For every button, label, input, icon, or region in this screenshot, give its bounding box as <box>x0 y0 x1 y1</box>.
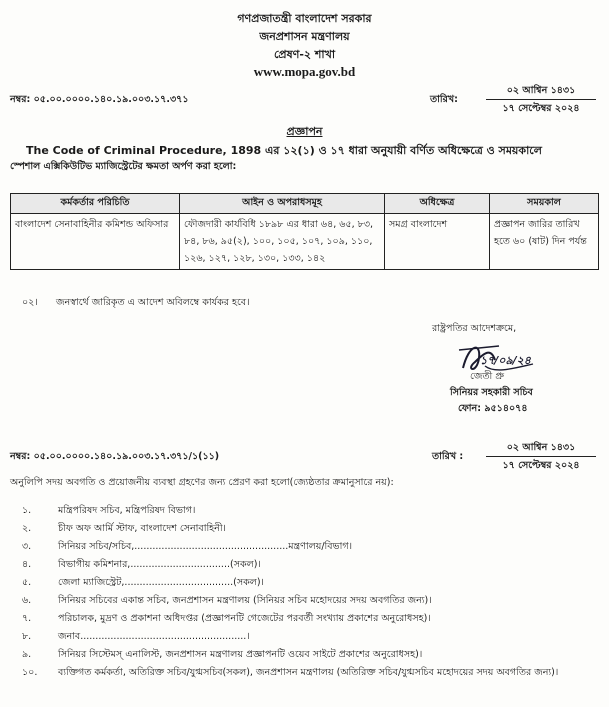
cell-officer: বাংলাদেশ সেনাবাহিনীর কমিশন্ড অফিসার <box>11 214 180 270</box>
date-bangla: ০২ আশ্বিন ১৪৩১ <box>506 85 576 96</box>
header-section: প্রেষণ-২ শাখা <box>273 48 336 61</box>
date-divider <box>486 99 596 100</box>
list-item-number: ২. <box>22 523 32 534</box>
clause-number: ০২। <box>22 297 38 308</box>
header-website: www.mopa.gov.bd <box>253 64 356 79</box>
signer-name: জেতী প্রু <box>470 371 505 382</box>
notification-title: প্রজ্ঞাপন <box>286 125 323 138</box>
copy-intro: অনুলিপি সদয় অবগতি ও প্রয়োজনীয় ব্যবস্থা গ্রহণের জন্য প্রেরণ করা হলো(জ্যেষ্ঠতার ক্রমানুসারে নয়): <box>10 477 394 488</box>
list-item-text: সিনিয়র সিস্টেমস্ এনালিস্ট, জনপ্রশাসন মন্ত্রণালয় প্রজ্ঞাপনটি ওয়েব সাইটে প্রকাশের অনুরোধসহ)। <box>58 649 423 660</box>
list-item-text: জেলা ম্যাজিস্ট্রেট,....................................(সকল)। <box>58 577 264 588</box>
header-government: গণপ্রজাতন্ত্রী বাংলাদেশ সরকার <box>237 12 372 25</box>
list-item <box>22 538 602 556</box>
clause-text: জনস্বার্থে জারিকৃত এ আদেশ অবিলম্বে কার্যকর হবে। <box>56 297 250 308</box>
signer-phone: ফোন: ৯৫১৪০৭৪ <box>458 403 528 414</box>
list-item-number: ৫. <box>22 577 32 588</box>
list-item-number: ৯. <box>22 649 32 660</box>
list-item <box>22 592 602 610</box>
list-item-text: মন্ত্রিপরিষদ সচিব, মন্ত্রিপরিষদ বিভাগ। <box>58 505 196 516</box>
handwritten-date: ১৭/০৯/২৪ <box>480 354 531 367</box>
list-item <box>22 628 602 646</box>
table-header-officer: কর্মকর্তার পরিচিতি <box>11 194 180 214</box>
list-item-text: বিভাগীয় কমিশনার,.................................(সকল)। <box>58 559 261 570</box>
memo-number: নম্বর: ০৫.০০.০০০০.১৪০.১৯.০০৩.১৭.৩৭১ <box>10 94 189 105</box>
list-item <box>22 556 602 574</box>
table-header-period: সময়কাল <box>490 194 599 214</box>
list-item-number: ৭. <box>22 613 32 624</box>
distribution-list <box>22 502 602 682</box>
table-header-jurisdiction: অধিক্ষেত্র <box>385 194 490 214</box>
list-item <box>22 502 602 520</box>
list-item-number: ৩. <box>22 541 32 552</box>
list-item <box>22 646 602 664</box>
intro-line-2: স্পেশাল এক্সিকিউটিভ ম্যাজিস্ট্রেটের ক্ষমতা অর্পণ করা হলো: <box>10 161 237 172</box>
date-english: ১৭ সেপ্টেম্বর ২০২৪ <box>502 103 580 114</box>
cell-jurisdiction: সমগ্র বাংলাদেশ <box>385 214 490 270</box>
date-english-copy: ১৭ সেপ্টেম্বর ২০২৪ <box>502 460 580 471</box>
intro-line-1: The Code of Criminal Procedure, 1898 এর ১২(১) ও ১৭ ধারা অনুযায়ী বর্ণিত অধিক্ষেত্রে ও সময়কালে <box>26 144 542 157</box>
list-item-text: সিনিয়র সচিবের একান্ত সচিব, জনপ্রশাসন মন্ত্রণালয় (সিনিয়র সচিব মহোদয়ের সদয় অবগতির জন্য)। <box>58 595 432 606</box>
signer-designation: সিনিয়র সহকারী সচিব <box>450 387 533 398</box>
list-item <box>22 664 602 682</box>
cell-law: ফৌজদারী কার্যবিধি ১৮৯৮ এর ধারা ৬৪, ৬৫, ৮৩, ৮৪, ৮৬, ৯৫(২), ১০০, ১০৫, ১০৭, ১০৯, ১১০, ১২৬, ১২৭, ১২৮, ১৩০, ১৩৩, ১৪২ <box>180 214 385 270</box>
date-bangla-copy: ০২ আশ্বিন ১৪৩১ <box>506 442 576 453</box>
list-item-number: ১০. <box>22 667 38 678</box>
president-order: রাষ্ট্রপতির আদেশক্রমে, <box>432 323 517 334</box>
list-item-text: চীফ অফ আর্মি স্টাফ, বাংলাদেশ সেনাবাহিনী। <box>58 523 226 534</box>
list-item-number: ৪. <box>22 559 32 570</box>
table-row <box>11 214 599 270</box>
memo-number-copy: নম্বর: ০৫.০০.০০০০.১৪০.১৯.০০৩.১৭.৩৭১/১(১১) <box>10 451 220 462</box>
date-label-copy: তারিখ : <box>432 451 464 462</box>
list-item-text: পরিচালক, মুদ্রণ ও প্রকাশনা অধিদপ্তর (প্রজ্ঞাপনটি গেজেটের পরবর্তী সংখ্যায় প্রকাশের অনুরোধসহ)। <box>58 613 431 624</box>
table-header-row <box>11 194 599 214</box>
cell-period: প্রজ্ঞাপন জারির তারিখ হতে ৬০ (ষাট) দিন পর্যন্ত <box>490 214 599 270</box>
date-divider-copy <box>486 456 596 457</box>
list-item-number: ৬. <box>22 595 32 606</box>
list-item <box>22 610 602 628</box>
list-item-number: ১. <box>22 505 32 516</box>
authority-table <box>10 193 599 270</box>
list-item <box>22 520 602 538</box>
list-item-text: সিনিয়র সচিব/সচিব,...................................................মন্ত্রণালয়/বিভাগ। <box>58 541 352 552</box>
list-item-number: ৮. <box>22 631 32 642</box>
list-item <box>22 574 602 592</box>
date-label: তারিখ: <box>430 94 458 105</box>
header-ministry: জনপ্রশাসন মন্ত্রণালয় <box>259 30 350 43</box>
list-item-text: ব্যক্তিগত কর্মকর্তা, অতিরিক্ত সচিব/যুগ্মসচিব(সকল), জনপ্রশাসন মন্ত্রণালয় (অতিরিক্ত সচিব/যুগ্মসচিব মহোদয়ের সদয় অবগতির জন্য)। <box>58 667 559 678</box>
list-item-text: জনাব.......................................................। <box>58 631 250 642</box>
table-header-law: আইন ও অপরাধসমূহ <box>180 194 385 214</box>
